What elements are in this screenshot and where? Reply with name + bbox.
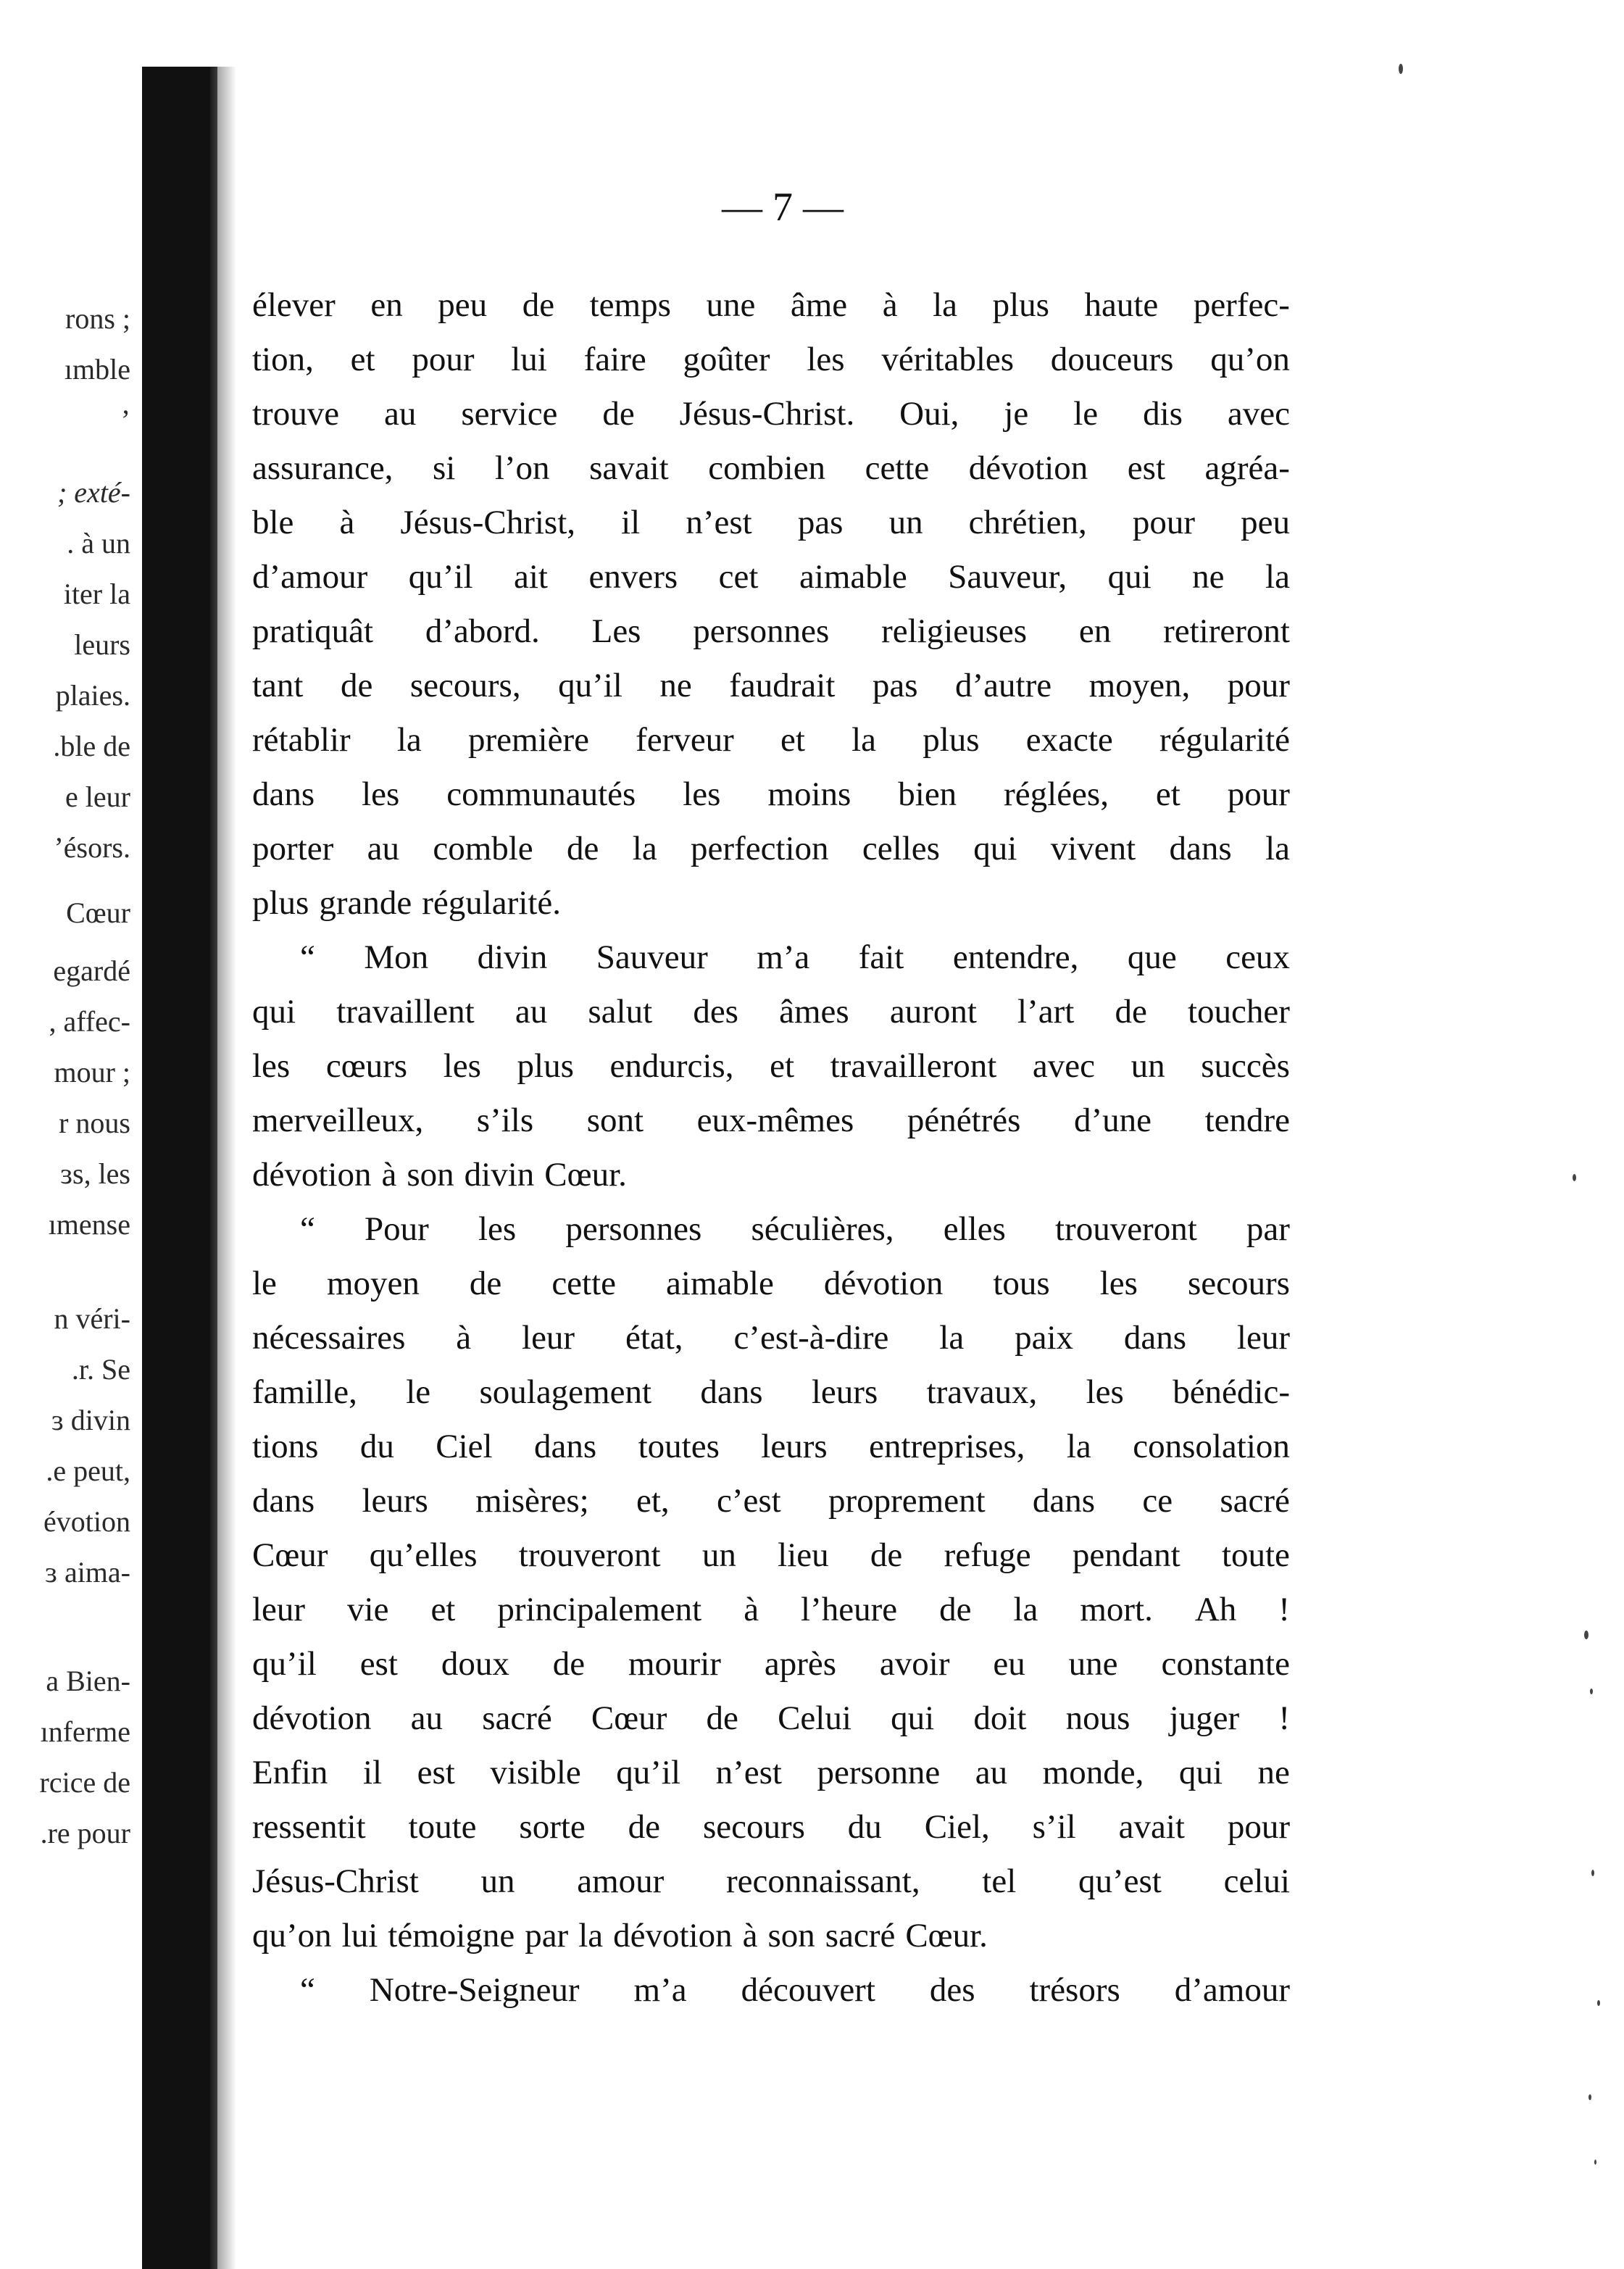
text-line: merveilleux, s’ils sont eux-mêmes pénétrés d’une tendre [252, 1102, 1290, 1139]
gutter-shadow [210, 67, 236, 2269]
text-line: dans leurs misères; et, c’est proprement dans ce sacré [252, 1482, 1290, 1520]
text-line: dévotion à son divin Cœur. [252, 1156, 627, 1194]
text-line: les cœurs les plus endurcis, et travailleront avec un succès [252, 1047, 1290, 1085]
bleed-line: r nous [59, 1107, 130, 1139]
bleed-line: .ble de [53, 730, 130, 762]
bleed-line: ɜ divin [51, 1404, 130, 1436]
text-line: d’amour qu’il ait envers cet aimable Sauveur, qui ne la [252, 558, 1290, 596]
binding-gutter [142, 67, 217, 2269]
bleed-line: Cœur [66, 896, 130, 929]
text-line: Enfin il est visible qu’il n’est personne au monde, qui ne [252, 1754, 1290, 1791]
text-line: leur vie et principalement à l’heure de la mort. Ah ! [252, 1591, 1290, 1628]
text-line: le moyen de cette aimable dévotion tous les secours [252, 1265, 1290, 1302]
text-line: tant de secours, qu’il ne faudrait pas d’autre moyen, pour [252, 667, 1290, 704]
margin-speck [1597, 2000, 1600, 2006]
bleed-line: .e peut, [46, 1454, 130, 1487]
margin-speck [1588, 2094, 1591, 2100]
text-line: rétablir la première ferveur et la plus exacte régularité [252, 721, 1290, 759]
bleed-line: plaies. [55, 679, 130, 712]
bleed-line: .re pour [40, 1817, 130, 1849]
text-line: qui travaillent au salut des âmes auront l’art de toucher [252, 993, 1290, 1031]
bleed-line: . à un [67, 527, 130, 559]
bleed-line: ’ [120, 404, 130, 436]
bleed-line: ɜs, les [60, 1157, 130, 1190]
text-line: tion, et pour lui faire goûter les véritables douceurs qu’on [252, 341, 1290, 378]
text-line: “ Mon divin Sauveur m’a fait entendre, que ceux [300, 938, 1290, 976]
text-line: “ Pour les personnes séculières, elles trouveront par [300, 1210, 1290, 1248]
bleed-line: ınferme [40, 1715, 130, 1748]
bleed-line: rcice de [39, 1766, 130, 1799]
bleed-line: mour ; [54, 1056, 130, 1088]
text-line: ressentit toute sorte de secours du Ciel, s’il avait pour [252, 1808, 1290, 1846]
text-line: qu’on lui témoigne par la dévotion à son sacré Cœur. [252, 1917, 988, 1954]
bleed-line: ’ésors. [54, 831, 130, 864]
text-line: trouve au service de Jésus-Christ. Oui, je le dis avec [252, 395, 1290, 433]
text-line: Jésus-Christ un amour reconnaissant, tel qu’est celui [252, 1862, 1290, 1900]
bleed-line: leurs [74, 628, 130, 661]
text-line: dans les communautés les moins bien réglées, et pour [252, 775, 1290, 813]
text-line: Cœur qu’elles trouveront un lieu de refuge pendant toute [252, 1536, 1290, 1574]
text-line: porter au comble de la perfection celles qui vivent dans la [252, 830, 1290, 867]
text-line: assurance, si l’on savait combien cette dévotion est agréa- [252, 449, 1290, 487]
bleed-line: a Bien- [46, 1665, 130, 1697]
text-line: plus grande régularité. [252, 884, 562, 922]
bleed-line: egardé [53, 954, 130, 987]
bleed-line: iter la [63, 578, 130, 610]
text-line: élever en peu de temps une âme à la plus haute perfec- [252, 286, 1290, 324]
margin-speck [1399, 64, 1403, 74]
bleed-line: .r. Se [71, 1353, 130, 1386]
text-line: famille, le soulagement dans leurs travaux, les bénédic- [252, 1373, 1290, 1411]
text-line: ble à Jésus-Christ, il n’est pas un chrétien, pour peu [252, 504, 1290, 541]
text-line: dévotion au sacré Cœur de Celui qui doit nous juger ! [252, 1699, 1290, 1737]
text-line: pratiquât d’abord. Les personnes religieuses en retireront [252, 612, 1290, 650]
bleed-line: ımense [48, 1208, 130, 1241]
text-line: tions du Ciel dans toutes leurs entreprises, la consolation [252, 1428, 1290, 1465]
margin-speck [1573, 1174, 1576, 1181]
page-number: — 7 — [722, 185, 844, 230]
margin-speck [1591, 1870, 1594, 1876]
body-text [252, 278, 1290, 2018]
text-line: qu’il est doux de mourir après avoir eu une constante [252, 1645, 1290, 1683]
bleed-line: ; exté- [57, 476, 130, 509]
bleed-line: évotion [43, 1505, 130, 1538]
text-line: nécessaires à leur état, c’est-à-dire la paix dans leur [252, 1319, 1290, 1357]
text-line: “ Notre-Seigneur m’a découvert des trésors d’amour [300, 1971, 1290, 2009]
bleed-line: ɜ aima- [45, 1556, 130, 1589]
bleed-line: ımble [64, 353, 130, 386]
margin-speck [1590, 1689, 1593, 1694]
bleed-line: rons ; [65, 302, 130, 335]
margin-speck [1594, 2160, 1596, 2165]
bleed-line: e leur [65, 780, 130, 813]
bleed-line: , affec- [49, 1005, 130, 1038]
margin-speck [1584, 1631, 1588, 1639]
bleed-line: n véri- [54, 1302, 130, 1335]
